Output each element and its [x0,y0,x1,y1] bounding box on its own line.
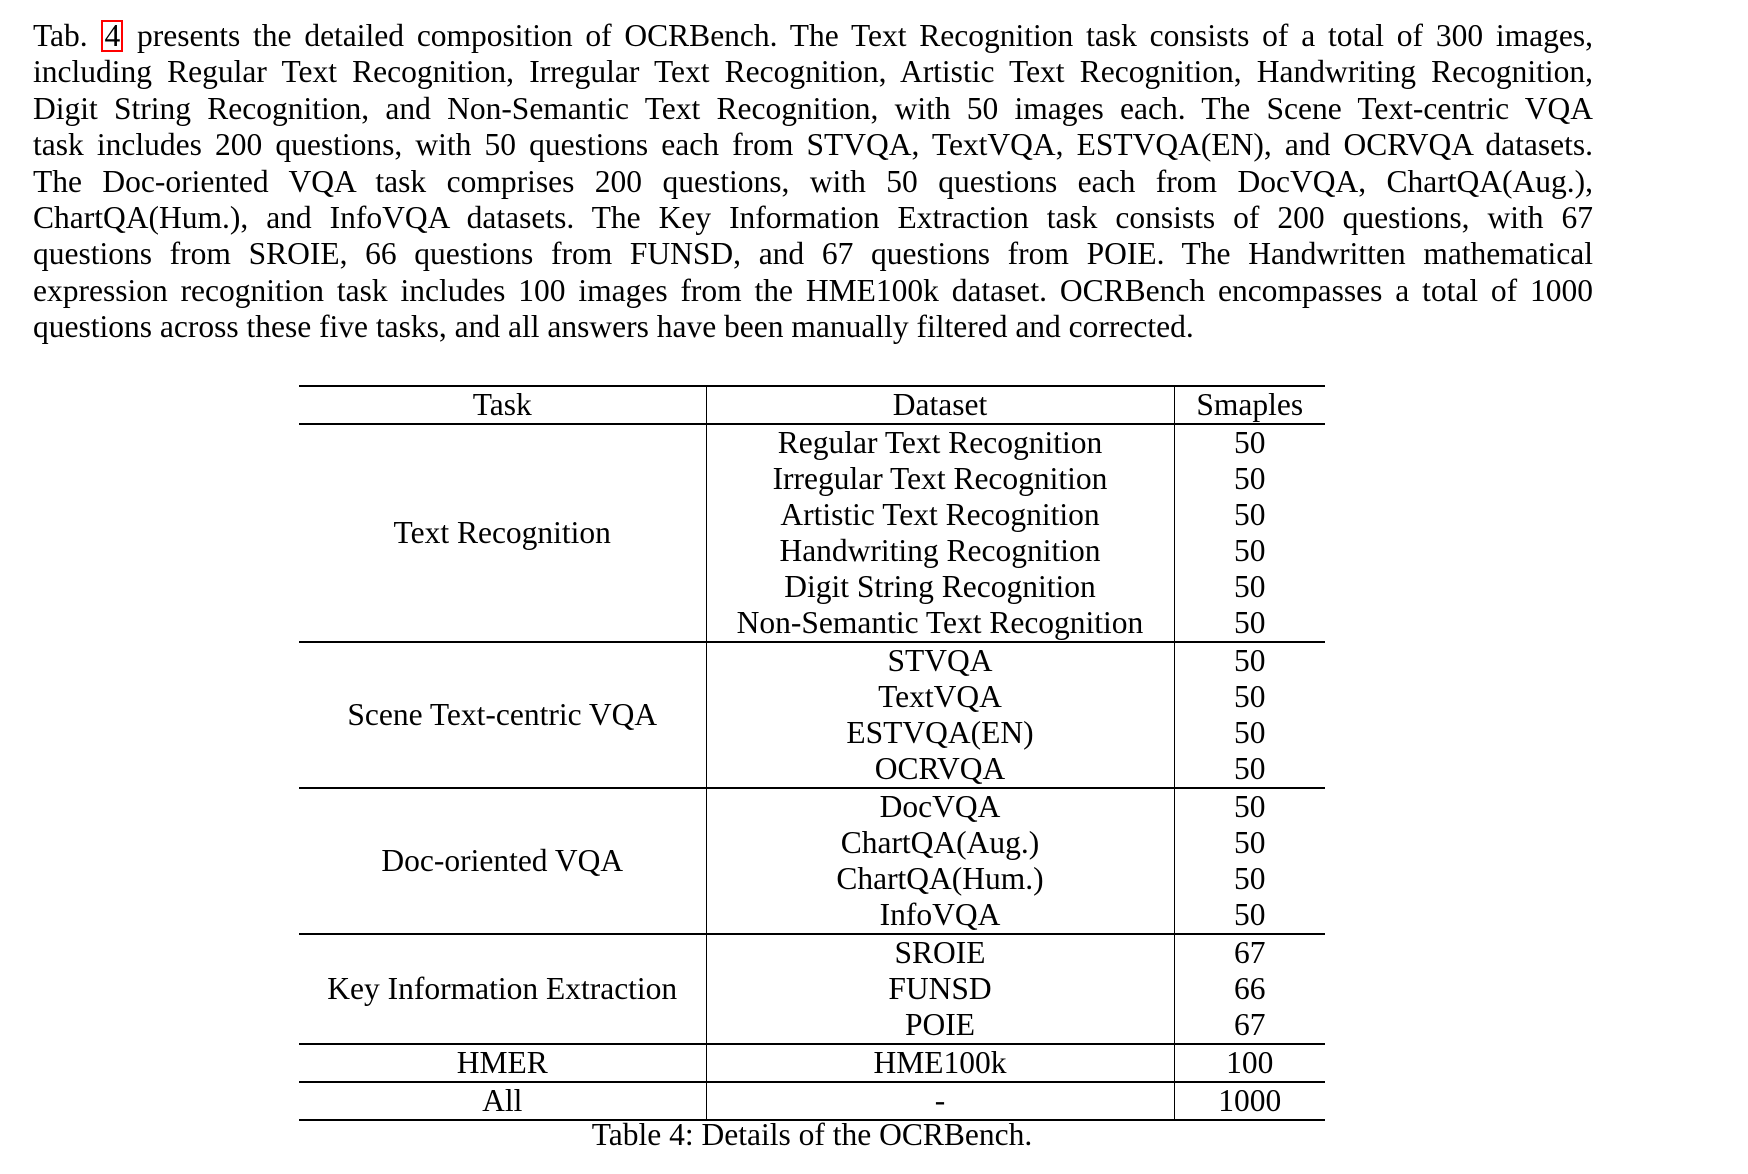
ocrbench-details-table [299,385,1325,1121]
dataset-cell: Non-Semantic Text Recognition [706,605,1174,642]
dataset-cell: ChartQA(Hum.) [706,861,1174,897]
paragraph-line: including Regular Text Recognition, Irregular Text Recognition, Artistic Text Recognition, Handwriting Recognition, [33,54,1593,90]
dataset-cell: Artistic Text Recognition [706,497,1174,533]
dataset-cell: Handwriting Recognition [706,533,1174,569]
dataset-cell: SROIE [706,934,1174,971]
samples-cell: 50 [1234,461,1266,496]
table-row [299,642,1325,679]
samples-cell: 100 [1174,1044,1325,1082]
samples-cell: 50 [1234,789,1266,824]
task-cell: Key Information Extraction [299,934,706,1044]
task-cell: Doc-oriented VQA [299,788,706,934]
table-reference-link[interactable]: 4 [101,20,123,52]
samples-cell: 50 [1234,861,1266,896]
header-samples: Smaples [1174,386,1325,424]
dataset-cell: OCRVQA [706,751,1174,788]
task-cell: Text Recognition [299,424,706,642]
dataset-cell: POIE [706,1007,1174,1044]
table-row [299,1044,1325,1082]
paragraph-line: ChartQA(Hum.), and InfoVQA datasets. The Key Information Extraction task consists of 200 questions, with 67 [33,200,1593,236]
dataset-cell: TextVQA [706,679,1174,715]
table-row [299,1082,1325,1120]
table-row [299,934,1325,971]
paragraph-line: The Doc-oriented VQA task comprises 200 questions, with 50 questions each from DocVQA, ChartQA(Aug.), [33,163,1593,199]
table-row [299,788,1325,825]
body-paragraph [33,18,1593,346]
samples-cell: 50 [1234,497,1266,532]
header-task: Task [299,386,706,424]
paragraph-line: task includes 200 questions, with 50 questions each from STVQA, TextVQA, ESTVQA(EN), and OCRVQA datasets. [33,127,1593,163]
paragraph-line: questions from SROIE, 66 questions from FUNSD, and 67 questions from POIE. The Handwritten mathematical [33,236,1593,272]
dataset-cell: HME100k [706,1044,1174,1082]
dataset-cell: DocVQA [706,788,1174,825]
dataset-cell: Regular Text Recognition [706,424,1174,461]
samples-cell: 50 [1174,751,1325,788]
dataset-cell: STVQA [706,642,1174,679]
task-cell: All [299,1082,706,1120]
paragraph-line: questions across these five tasks, and all answers have been manually filtered and corrected. [33,309,1194,345]
task-cell: HMER [299,1044,706,1082]
dataset-cell: Irregular Text Recognition [706,461,1174,497]
header-dataset: Dataset [706,386,1174,424]
table-row [299,424,1325,461]
dataset-cell: ESTVQA(EN) [706,715,1174,751]
dataset-cell: Digit String Recognition [706,569,1174,605]
samples-cell: 66 [1234,971,1266,1006]
samples-cell: 50 [1234,569,1266,604]
samples-cell: 50 [1234,425,1266,460]
line-text: Tab. [33,18,101,53]
samples-cell: 50 [1234,679,1266,714]
samples-cell: 50 [1174,897,1325,934]
dataset-cell: InfoVQA [706,897,1174,934]
dataset-cell: FUNSD [706,971,1174,1007]
ocrbench-table-figure [299,385,1325,1152]
dataset-cell: ChartQA(Aug.) [706,825,1174,861]
samples-cell: 50 [1234,643,1266,678]
paragraph-line: Digit String Recognition, and Non-Semantic Text Recognition, with 50 images each. The Scene Text-centric VQA [33,90,1593,126]
samples-cell: 50 [1234,715,1266,750]
samples-cell: 1000 [1174,1082,1325,1120]
task-cell: Scene Text-centric VQA [299,642,706,788]
paragraph-line: expression recognition task includes 100 images from the HME100k dataset. OCRBench encompasses a total of 1000 [33,272,1593,308]
table-header-row [299,386,1325,424]
paragraph-line [33,18,1593,54]
samples-cell: 50 [1234,825,1266,860]
samples-cell: 50 [1174,605,1325,642]
samples-cell: 50 [1234,533,1266,568]
table-caption: Table 4: Details of the OCRBench. [591,1117,1033,1152]
table-body [299,424,1325,1120]
dataset-cell: - [706,1082,1174,1120]
samples-cell: 67 [1234,935,1266,970]
line-text: presents the detailed composition of OCRBench. The Text Recognition task consists of a total of 300 images, [124,18,1593,53]
samples-cell: 67 [1174,1007,1325,1044]
